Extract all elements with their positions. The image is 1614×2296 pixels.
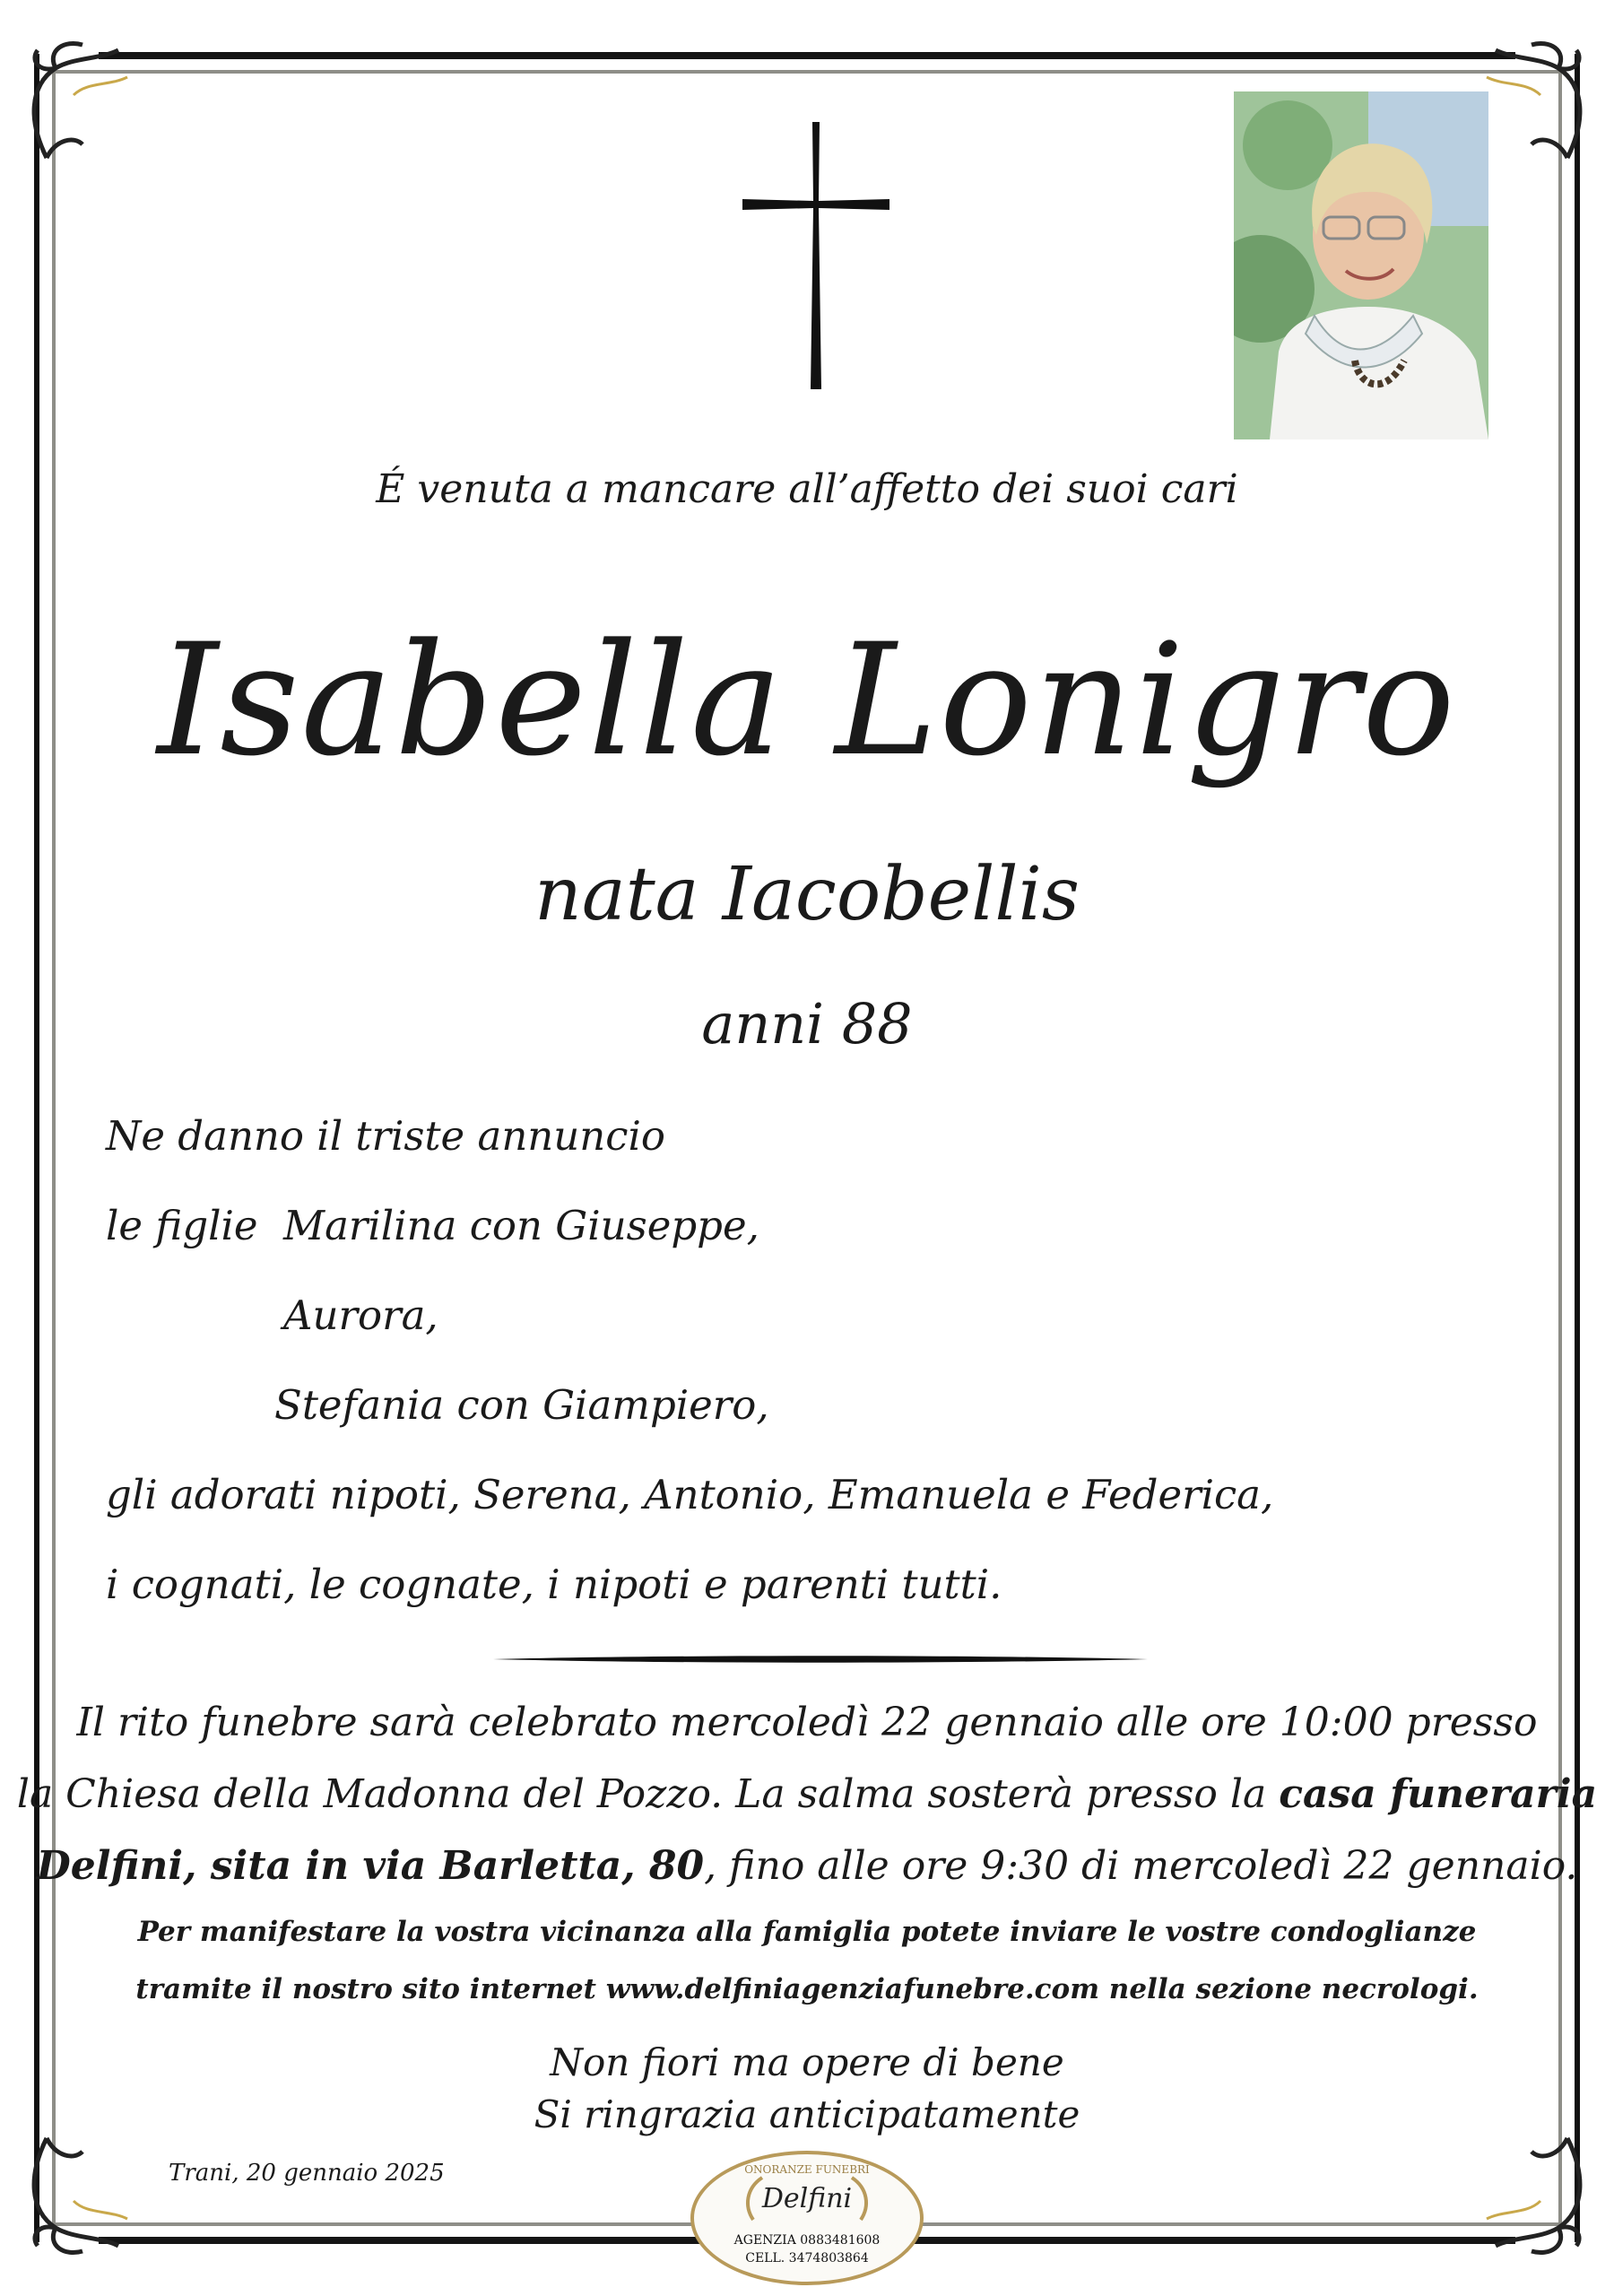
cross-icon bbox=[735, 117, 897, 395]
funeral-home-address: Delfini, sita in via Barletta, 80 bbox=[36, 1843, 705, 1889]
funeral-agency-logo bbox=[690, 2151, 924, 2285]
daughters-label: le figlie bbox=[106, 1202, 258, 1249]
corner-ornament-bottom-left bbox=[20, 2129, 154, 2264]
deceased-name: Isabella Lonigro bbox=[157, 610, 1457, 790]
logo-top-text: ONORANZE FUNEBRI bbox=[744, 2163, 870, 2176]
closing-line-2: Si ringrazia anticipatamente bbox=[534, 2092, 1080, 2136]
funeral-line-2 bbox=[0, 1771, 1614, 1817]
logo-brand: Delfini bbox=[761, 2183, 853, 2214]
funeral-line-3 bbox=[0, 1843, 1614, 1889]
daughter-2: Aurora, bbox=[283, 1292, 438, 1339]
place-date: Trani, 20 gennaio 2025 bbox=[169, 2160, 445, 2187]
top-rule bbox=[99, 52, 1515, 59]
agency-phone: AGENZIA 0883481608 bbox=[733, 2233, 881, 2248]
condolence-note-1: Per manifestare la vostra vicinanza alla famiglia potete inviare le vostre condoglianze bbox=[137, 1916, 1477, 1948]
divider bbox=[493, 1650, 1148, 1659]
corner-ornament-bottom-right bbox=[1460, 2129, 1594, 2264]
cell-phone: CELL. 3474803864 bbox=[745, 2251, 869, 2266]
funeral-line-3-text: , fino alle ore 9:30 di mercoledì 22 gennaio. bbox=[704, 1843, 1578, 1889]
intro-line: É venuta a mancare all’affetto dei suoi cari bbox=[376, 466, 1238, 512]
closing-line-1: Non fiori ma opere di bene bbox=[550, 2040, 1064, 2084]
announcement-line: Ne danno il triste annuncio bbox=[106, 1112, 665, 1160]
deceased-portrait bbox=[1234, 91, 1488, 439]
relatives-line: i cognati, le cognate, i nipoti e parenti tutti. bbox=[106, 1561, 1002, 1608]
daughter-3: Stefania con Giampiero, bbox=[274, 1381, 769, 1429]
funeral-line-1: Il rito funebre sarà celebrato mercoledì 22 gennaio alle ore 10:00 presso bbox=[76, 1700, 1538, 1745]
corner-ornament-top-left bbox=[20, 32, 154, 167]
daughter-1: Marilina con Giuseppe, bbox=[283, 1202, 759, 1249]
grandchildren-line: gli adorati nipoti, Serena, Antonio, Emanuela e Federica, bbox=[106, 1471, 1274, 1518]
funeral-home-label: casa funeraria bbox=[1279, 1771, 1598, 1817]
funeral-line-2-text: la Chiesa della Madonna del Pozzo. La salma sosterà presso la bbox=[16, 1771, 1280, 1817]
condolence-note-2: tramite il nostro sito internet www.delfiniagenziafunebre.com nella sezione necrologi. bbox=[135, 1973, 1479, 2005]
age: anni 88 bbox=[701, 991, 913, 1057]
maiden-name: nata Iacobellis bbox=[534, 852, 1080, 937]
